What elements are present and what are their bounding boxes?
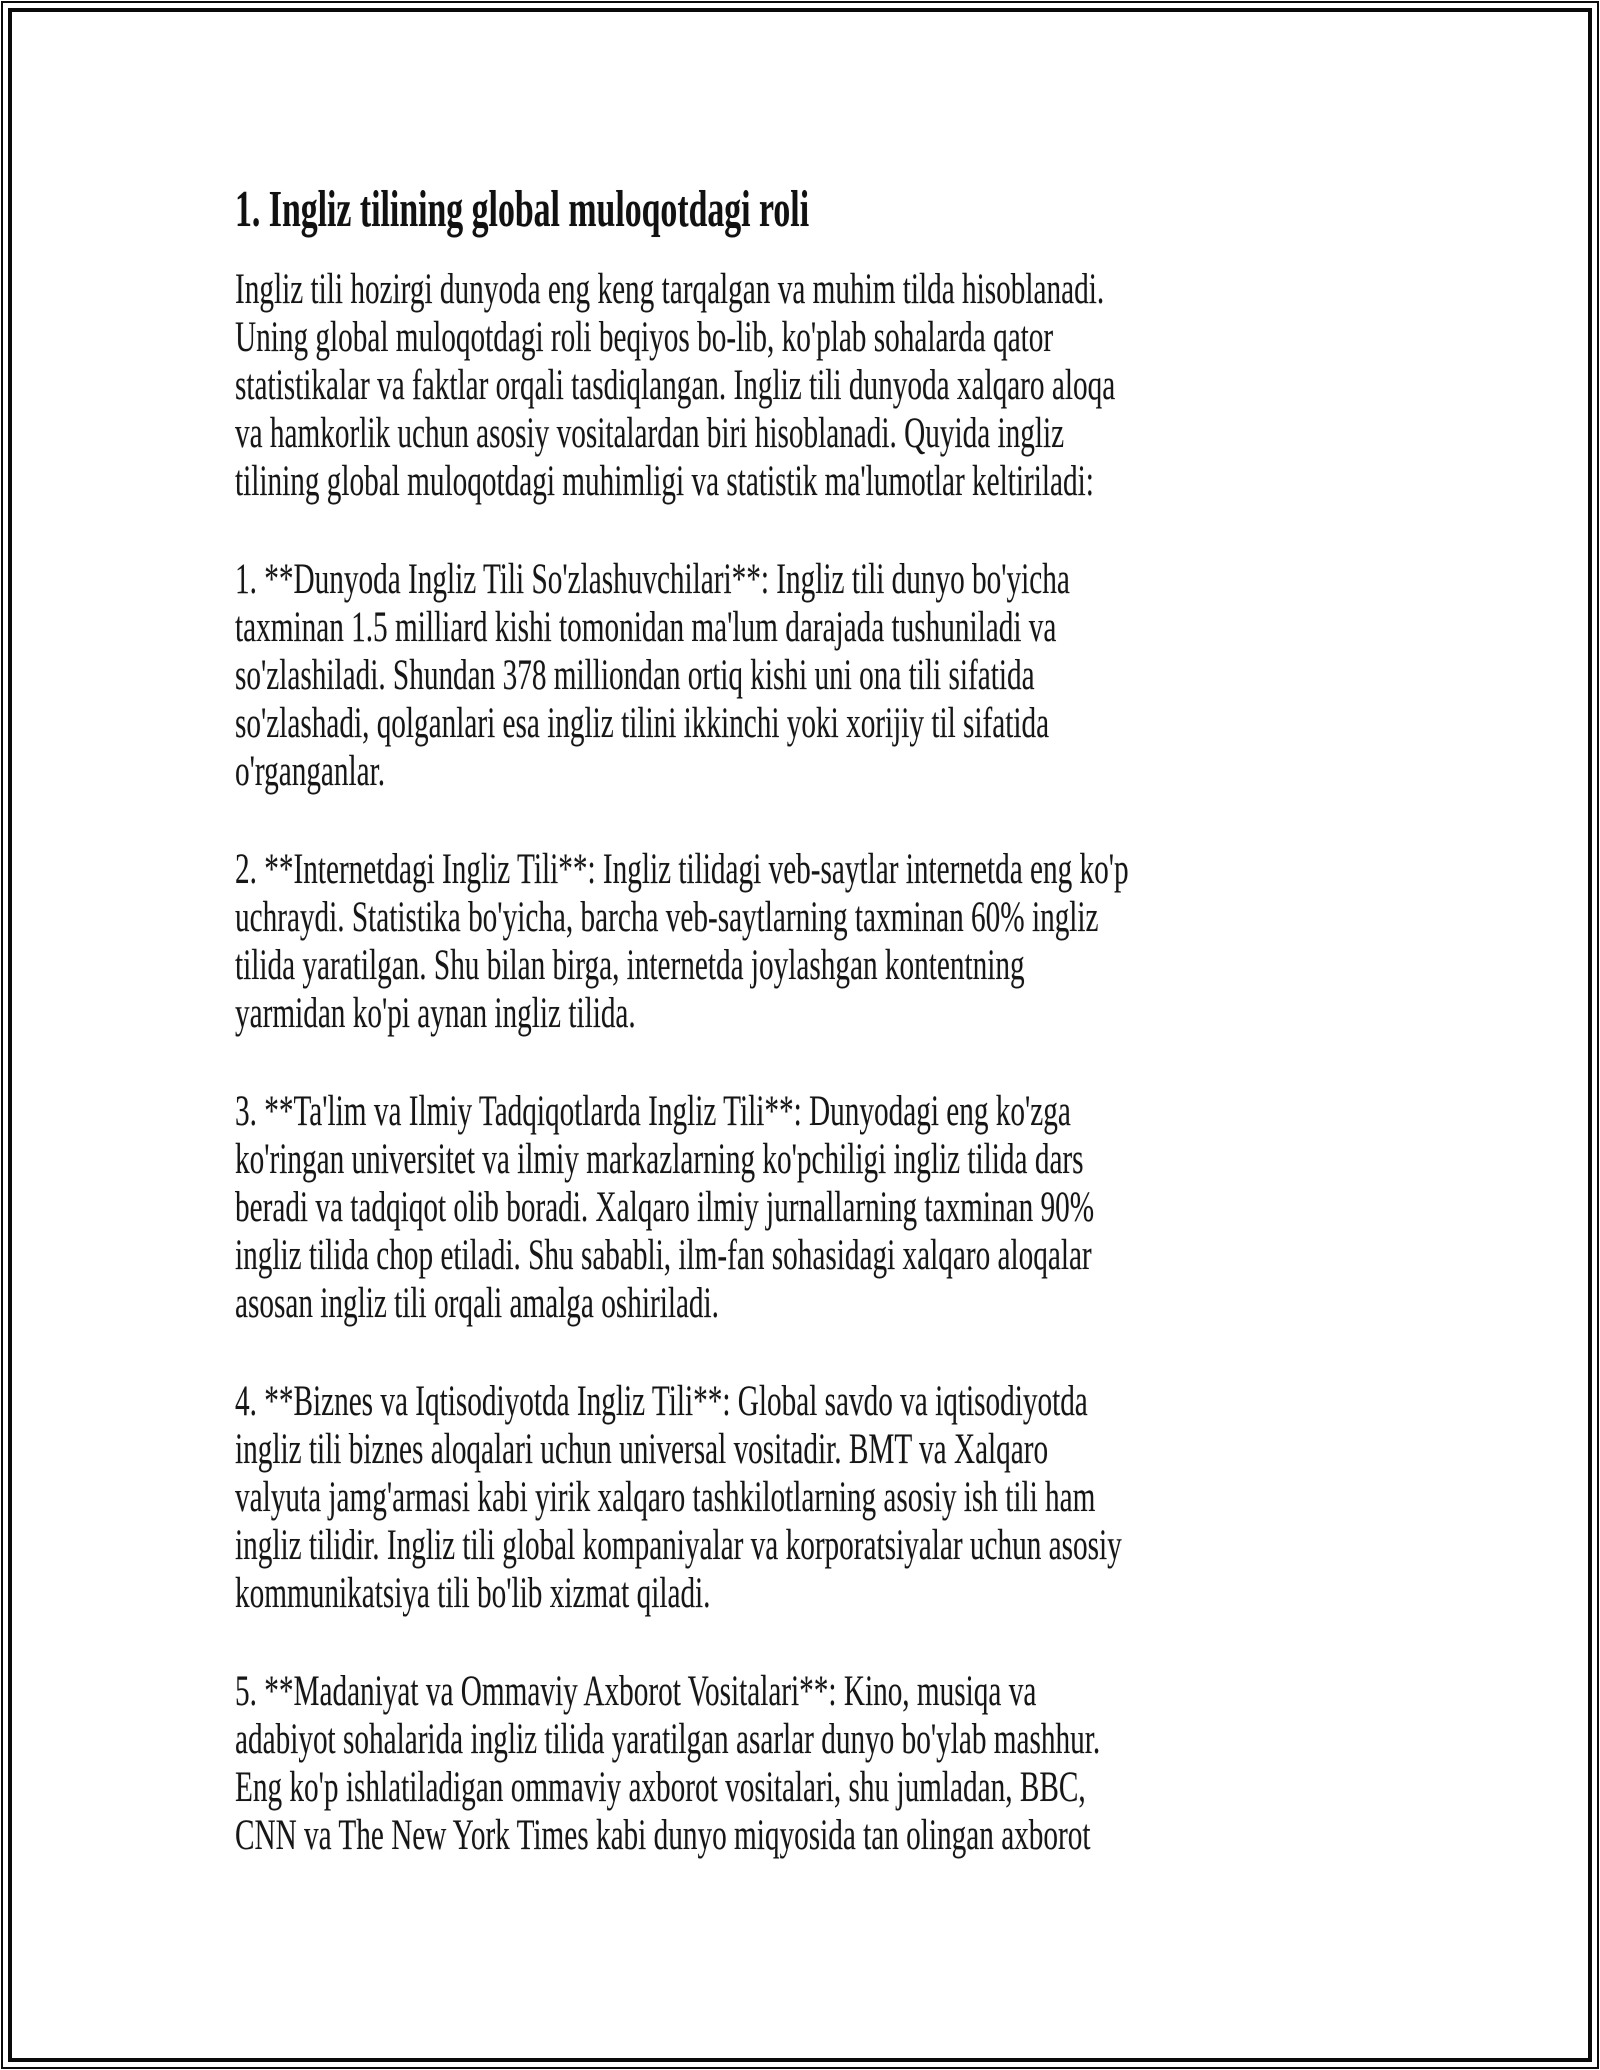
text-line: ingliz tilida chop etiladi. Shu sababli, ilm-fan sohasidagi xalqaro aloqalar: [235, 1232, 1092, 1279]
text-line: statistikalar va faktlar orqali tasdiqlangan. Ingliz tili dunyoda xalqaro aloqa: [235, 362, 1116, 409]
text-line: Ingliz tili hozirgi dunyoda eng keng tarqalgan va muhim tilda hisoblanadi.: [235, 266, 1105, 313]
text-line: 4. **Biznes va Iqtisodiyotda Ingliz Tili**: Global savdo va iqtisodiyotda: [235, 1378, 1088, 1425]
numbered-paragraph-3: [235, 1088, 1112, 1328]
text-line: CNN va The New York Times kabi dunyo miqyosida tan olingan axborot: [235, 1812, 1091, 1859]
text-line: ingliz tili biznes aloqalari uchun universal vositadir. BMT va Xalqaro: [235, 1426, 1049, 1473]
text-line: va hamkorlik uchun asosiy vositalardan biri hisoblanadi. Quyida ingliz: [235, 410, 1065, 457]
text-line: tilida yaratilgan. Shu bilan birga, internetda joylashgan kontentning: [235, 942, 1025, 989]
text-line: 5. **Madaniyat va Ommaviy Axborot Vositalari**: Kino, musiqa va: [235, 1668, 1037, 1715]
text-line: valyuta jamg'armasi kabi yirik xalqaro tashkilotlarning asosiy ish tili ham: [235, 1474, 1096, 1521]
text-line: so'zlashiladi. Shundan 378 milliondan ortiq kishi uni ona tili sifatida: [235, 652, 1035, 699]
numbered-paragraph-2: [235, 846, 1129, 1038]
text-line: 2. **Internetdagi Ingliz Tili**: Ingliz tilidagi veb-saytlar internetda eng ko'p: [235, 846, 1129, 893]
document-heading: 1. Ingliz tilining global muloqotdagi roli: [235, 181, 810, 238]
text-line: so'zlashadi, qolganlari esa ingliz tilini ikkinchi yoki xorijiy til sifatida: [235, 700, 1050, 747]
numbered-paragraph-4: [235, 1378, 1122, 1618]
document-content: [235, 181, 1525, 1860]
numbered-paragraph-1: [235, 556, 1112, 796]
text-line: uchraydi. Statistika bo'yicha, barcha veb-saytlarning taxminan 60% ingliz: [235, 894, 1099, 941]
text-line: yarmidan ko'pi aynan ingliz tilida.: [235, 990, 636, 1037]
text-line: ko'ringan universitet va ilmiy markazlarning ko'pchiligi ingliz tilida dars: [235, 1136, 1084, 1183]
text-line: o'rganganlar.: [235, 748, 386, 795]
intro-paragraph: [235, 266, 1116, 506]
text-line: tilining global muloqotdagi muhimligi va statistik ma'lumotlar keltiriladi:: [235, 458, 1094, 505]
text-line: beradi va tadqiqot olib boradi. Xalqaro ilmiy jurnallarning taxminan 90%: [235, 1184, 1095, 1231]
text-line: adabiyot sohalarida ingliz tilida yaratilgan asarlar dunyo bo'ylab mashhur.: [235, 1716, 1101, 1763]
text-line: Uning global muloqotdagi roli beqiyos bo-lib, ko'plab sohalarda qator: [235, 314, 1054, 361]
text-line: kommunikatsiya tili bo'lib xizmat qiladi.: [235, 1570, 711, 1617]
text-line: 3. **Ta'lim va Ilmiy Tadqiqotlarda Ingliz Tili**: Dunyodagi eng ko'zga: [235, 1088, 1071, 1135]
text-line: 1. **Dunyoda Ingliz Tili So'zlashuvchilari**: Ingliz tili dunyo bo'yicha: [235, 556, 1070, 603]
numbered-paragraph-5: [235, 1668, 1112, 1860]
text-line: taxminan 1.5 milliard kishi tomonidan ma'lum darajada tushuniladi va: [235, 604, 1057, 651]
text-line: asosan ingliz tili orqali amalga oshiriladi.: [235, 1280, 719, 1327]
text-line: Eng ko'p ishlatiladigan ommaviy axborot vositalari, shu jumladan, BBC,: [235, 1764, 1086, 1811]
text-line: ingliz tilidir. Ingliz tili global kompaniyalar va korporatsiyalar uchun asosiy: [235, 1522, 1122, 1569]
